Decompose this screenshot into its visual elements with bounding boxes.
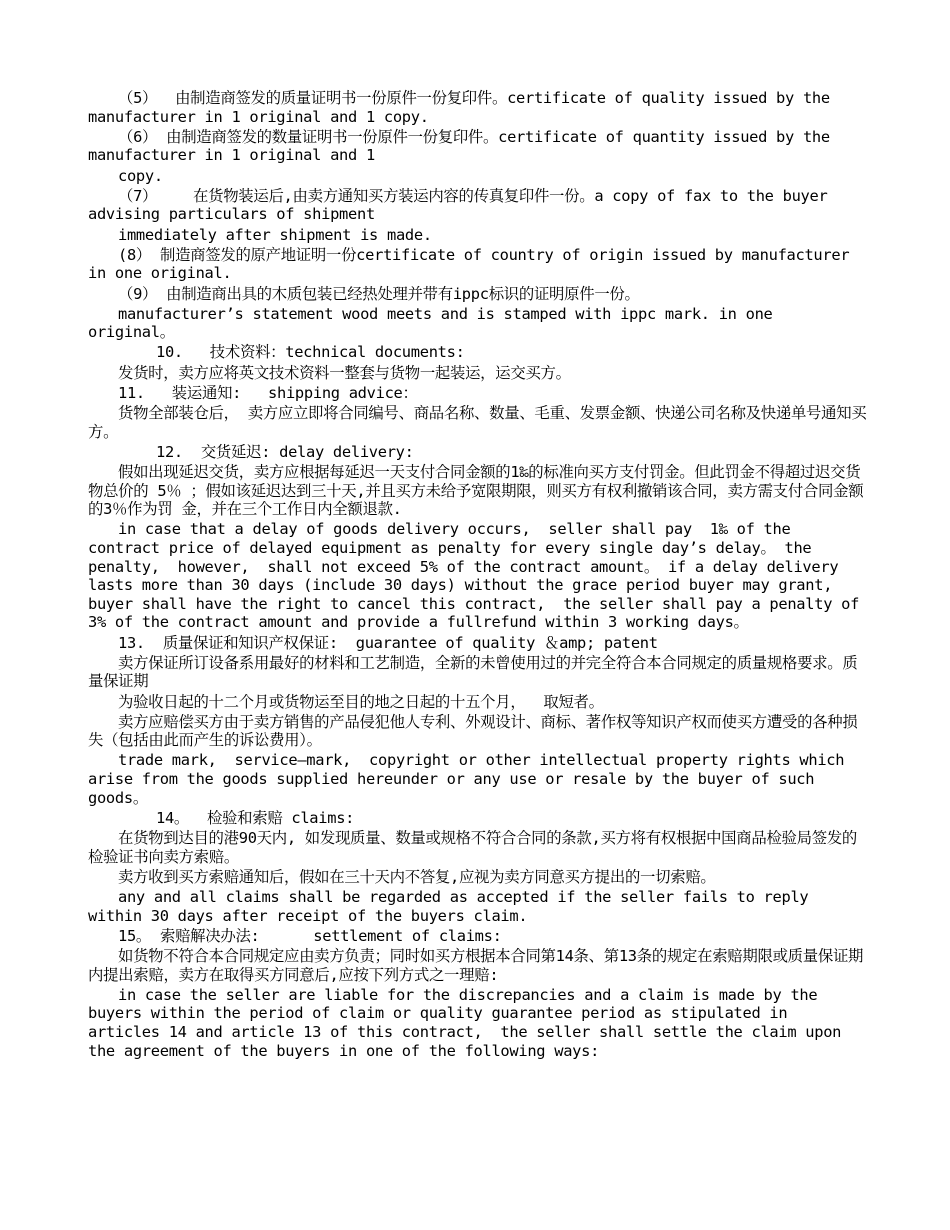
section-15-body-cn: 如货物不符合本合同规定应由卖方负责；同时如买方根据本合同第14条、第13条的规定在索赔期限或质量保证期内提出索赔，卖方在取得买方同意后,应按下列方式之一理赔: — [88, 946, 864, 984]
section-15-body-en: in case the seller are liable for the discrepancies and a claim is made by the buyers within the period of claim or quality guarantee period as stipulated in articles 14 and article 13 of this contract, the seller shall settle the claim upon the agreement of the buyers in one of the following ways: — [88, 985, 851, 1060]
section-12-body-cn: 假如出现延迟交货，卖方应根据每延迟一天支付合同金额的1‰的标准向买方支付罚金。但此罚金不得超过迟交货物总价的 5％ ；假如该延迟达到三十天,并且买方未给予宽限期限，则买方有权利撤销该合同，卖方需支付合同金额的3％作为罚 金，并在三个工作日内全额退款. — [88, 463, 864, 519]
section-13-ip-cn: 卖方应赔偿买方由于卖方销售的产品侵犯他人专利、外观设计、商标、著作权等知识产权而使买方遭受的各种损失（包括由此而产生的诉讼费用）。 — [88, 712, 858, 750]
item-8-origin-certificate: (8） 制造商签发的原产地证明一份certificate of country of origin issued by manufacturer in one original. — [88, 245, 859, 283]
section-13-heading: 13. 质量保证和知识产权保证: guarantee of quality ＆amp; patent — [118, 633, 658, 652]
section-12-heading: 12. 交货延迟: delay delivery: — [156, 442, 414, 461]
item-5-quality-certificate: （5） 由制造商签发的质量证明书一份原件一份复印件。certificate of quality issued by the manufacturer in 1 original and 1 copy. — [88, 89, 839, 126]
item-7-shipping-fax: （7） 在货物装运后,由卖方通知买方装运内容的传真复印件一份。a copy of fax to the buyer advising particulars of shipment — [88, 186, 837, 224]
section-13-guarantee-period: 为验收日起的十二个月或货物运至目的地之日起的十五个月， 取短者。 — [118, 692, 604, 711]
item-6-quantity-certificate: （6） 由制造商签发的数量证明书一份原件一份复印件。certificate of quantity issued by the manufacturer in 1 original and 1 — [88, 127, 839, 165]
item-6-continuation: copy. — [118, 166, 163, 185]
item-9-wood-packaging: （9） 由制造商出具的木质包装已经热处理并带有ippc标识的证明原件一份。 — [118, 284, 640, 303]
item-9-english: manufacturer’s statement wood meets and is stamped with ippc mark. in one original。 — [88, 304, 782, 342]
section-10-heading: 10. 技术资料：technical documents: — [156, 343, 465, 362]
section-14-heading: 14。 检验和索赔 claims: — [156, 808, 355, 827]
section-14-reply-en: any and all claims shall be regarded as accepted if the seller fails to reply within 30 days after receipt of the buyers claim. — [88, 888, 818, 925]
section-11-body: 货物全部装仓后， 卖方应立即将合同编号、商品名称、数量、毛重、发票金额、快递公司名称及快递单号通知买方。 — [88, 404, 867, 441]
section-12-body-en: in case that a delay of goods delivery occurs, seller shall pay 1‰ of the contract price of delayed equipment as penalty for every single day’s delay。 the penalty, however, shall not exceed 5% of the contract amount。 if a delay delivery lasts more than 30 days (include 30 days) without the grace period buyer may grant, buyer shall have the right to cancel this contract, the seller shall pay a penalty of 3% of the contract amount and provide a fullrefund within 3 working days。 — [88, 520, 869, 632]
section-13-ip-en: trade mark, service—mark, copyright or other intellectual property rights which arise from the goods supplied hereunder or any use or resale by the buyer of such goods。 — [88, 751, 854, 807]
section-13-body-cn: 卖方保证所订设备系用最好的材料和工艺制造，全新的未曾使用过的并完全符合本合同规定的质量规格要求。质量保证期 — [88, 653, 858, 691]
section-10-body: 发货时，卖方应将英文技术资料一整套与货物一起装运，运交买方。 — [118, 363, 571, 382]
section-15-heading: 15。 索赔解决办法: settlement of claims: — [118, 926, 502, 945]
section-11-heading: 11. 装运通知: shipping advice： — [118, 383, 418, 402]
item-7-continuation: immediately after shipment is made. — [118, 225, 432, 244]
document-page — [88, 89, 868, 1062]
section-14-reply-cn: 卖方收到买方索赔通知后，假如在三十天内不答复,应视为卖方同意买方提出的一切索赔。 — [118, 867, 716, 886]
section-14-body-cn: 在货物到达目的港90天内, 如发现质量、数量或规格不符合合同的条款,买方将有权根据中国商品检验局签发的检验证书向卖方索赔。 — [88, 829, 857, 866]
